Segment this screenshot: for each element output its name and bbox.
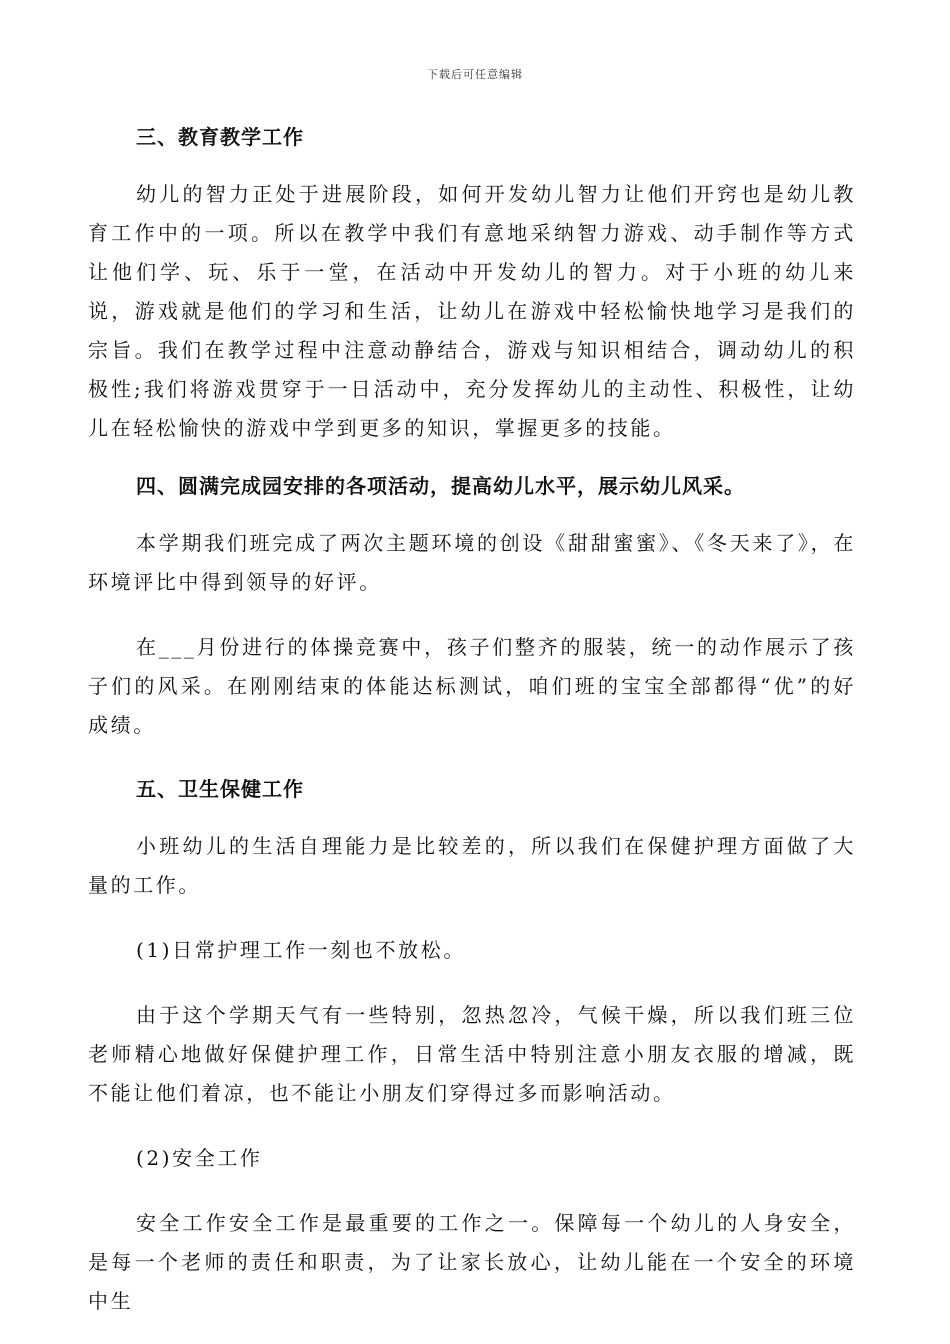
section-title-health-care: 五、卫生保健工作 (136, 777, 304, 801)
section-title-activities: 四、圆满完成园安排的各项活动，提高幼儿水平，展示幼儿风采。 (136, 474, 745, 498)
paragraph-education: 幼儿的智力正处于进展阶段，如何开发幼儿智力让他们开窍也是幼儿教育工作中的一项。所以在教学中我们有意地采纳智力游戏、动手制作等方式让他们学、玩、乐于一堂，在活动中开发幼儿的智力。对于小班的幼儿来说，游戏就是他们的学习和生活，让幼儿在游戏中轻松愉快地学习是我们的宗旨。我们在教学过程中注意动静结合，游戏与知识相结合，调动幼儿的积极性;我们将游戏贯穿于一日活动中，充分发挥幼儿的主动性、积极性，让幼儿在轻松愉快的游戏中学到更多的知识，掌握更多的技能。 (88, 182, 856, 440)
header-note: 下载后可任意编辑 (427, 68, 523, 81)
paragraph-activities-environment: 本学期我们班完成了两次主题环境的创设《甜甜蜜蜜》、《冬天来了》，在环境评比中得到领导的好评。 (88, 531, 856, 594)
subheading-daily-care: (1)日常护理工作一刻也不放松。 (136, 938, 466, 962)
section-title-education: 三、教育教学工作 (136, 125, 304, 149)
paragraph-health-care-intro: 小班幼儿的生活自理能力是比较差的，所以我们在保健护理方面做了大量的工作。 (88, 834, 856, 897)
paragraph-safety: 安全工作安全工作是最重要的工作之一。保障每一个幼儿的人身安全，是每一个老师的责任和职责，为了让家长放心，让幼儿能在一个安全的环境中生 (88, 1211, 856, 1313)
document-body (88, 119, 856, 1321)
paragraph-daily-care: 由于这个学期天气有一些特别，忽热忽冷，气候干燥，所以我们班三位老师精心地做好保健护理工作，日常生活中特别注意小朋友衣服的增减，既不能让他们着凉，也不能让小朋友们穿得过多而影响活动。 (88, 1003, 856, 1105)
paragraph-activities-gymnastics: 在___月份进行的体操竞赛中，孩子们整齐的服装，统一的动作展示了孩子们的风采。在刚刚结束的体能达标测试，咱们班的宝宝全部都得“优”的好成绩。 (88, 635, 856, 737)
subheading-safety: (2)安全工作 (136, 1146, 263, 1170)
